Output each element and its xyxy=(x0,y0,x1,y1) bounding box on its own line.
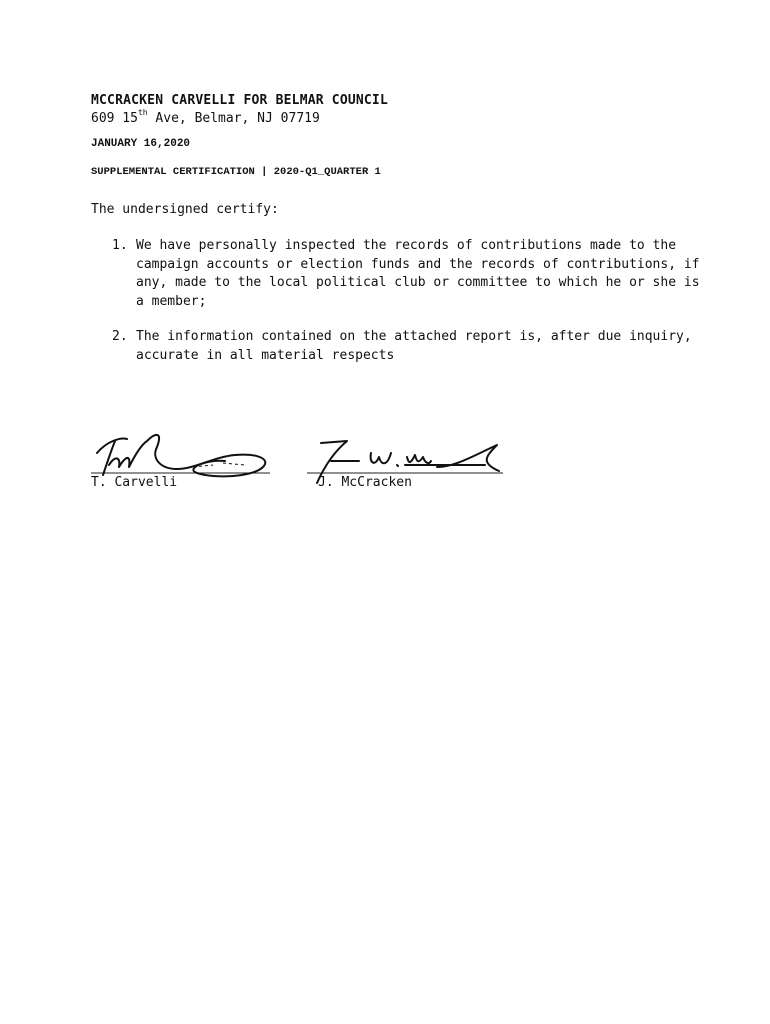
committee-address xyxy=(91,108,320,126)
list-item xyxy=(112,328,712,365)
address-number: 609 15 xyxy=(91,111,138,126)
certification-title: SUPPLEMENTAL CERTIFICATION | 2020-Q1_QUARTER 1 xyxy=(91,166,381,178)
handwritten-signatures xyxy=(85,425,525,505)
intro-statement: The undersigned certify: xyxy=(91,202,279,217)
signature-block xyxy=(85,425,525,505)
committee-name: MCCRACKEN CARVELLI FOR BELMAR COUNCIL xyxy=(91,93,388,108)
document-date: JANUARY 16,2020 xyxy=(91,138,191,150)
signature-carvelli xyxy=(97,435,265,476)
list-item-number: 1. xyxy=(112,238,128,253)
list-item-text: The information contained on the attached report is, after due inquiry, accurate in all material respects xyxy=(136,329,692,363)
signer-name-mccracken: J. McCracken xyxy=(318,475,412,490)
list-item xyxy=(112,237,712,311)
address-street-city: Ave, Belmar, NJ 07719 xyxy=(147,111,320,126)
list-item-text: We have personally inspected the records of contributions made to the campaign accounts or election funds and the records of contributions, if any, made to the local political club or committee to which he or she is a member; xyxy=(136,238,700,309)
list-item-number: 2. xyxy=(112,329,128,344)
address-ordinal-suffix: th xyxy=(137,108,148,117)
certification-list xyxy=(112,237,712,382)
signer-name-carvelli: T. Carvelli xyxy=(91,475,178,490)
